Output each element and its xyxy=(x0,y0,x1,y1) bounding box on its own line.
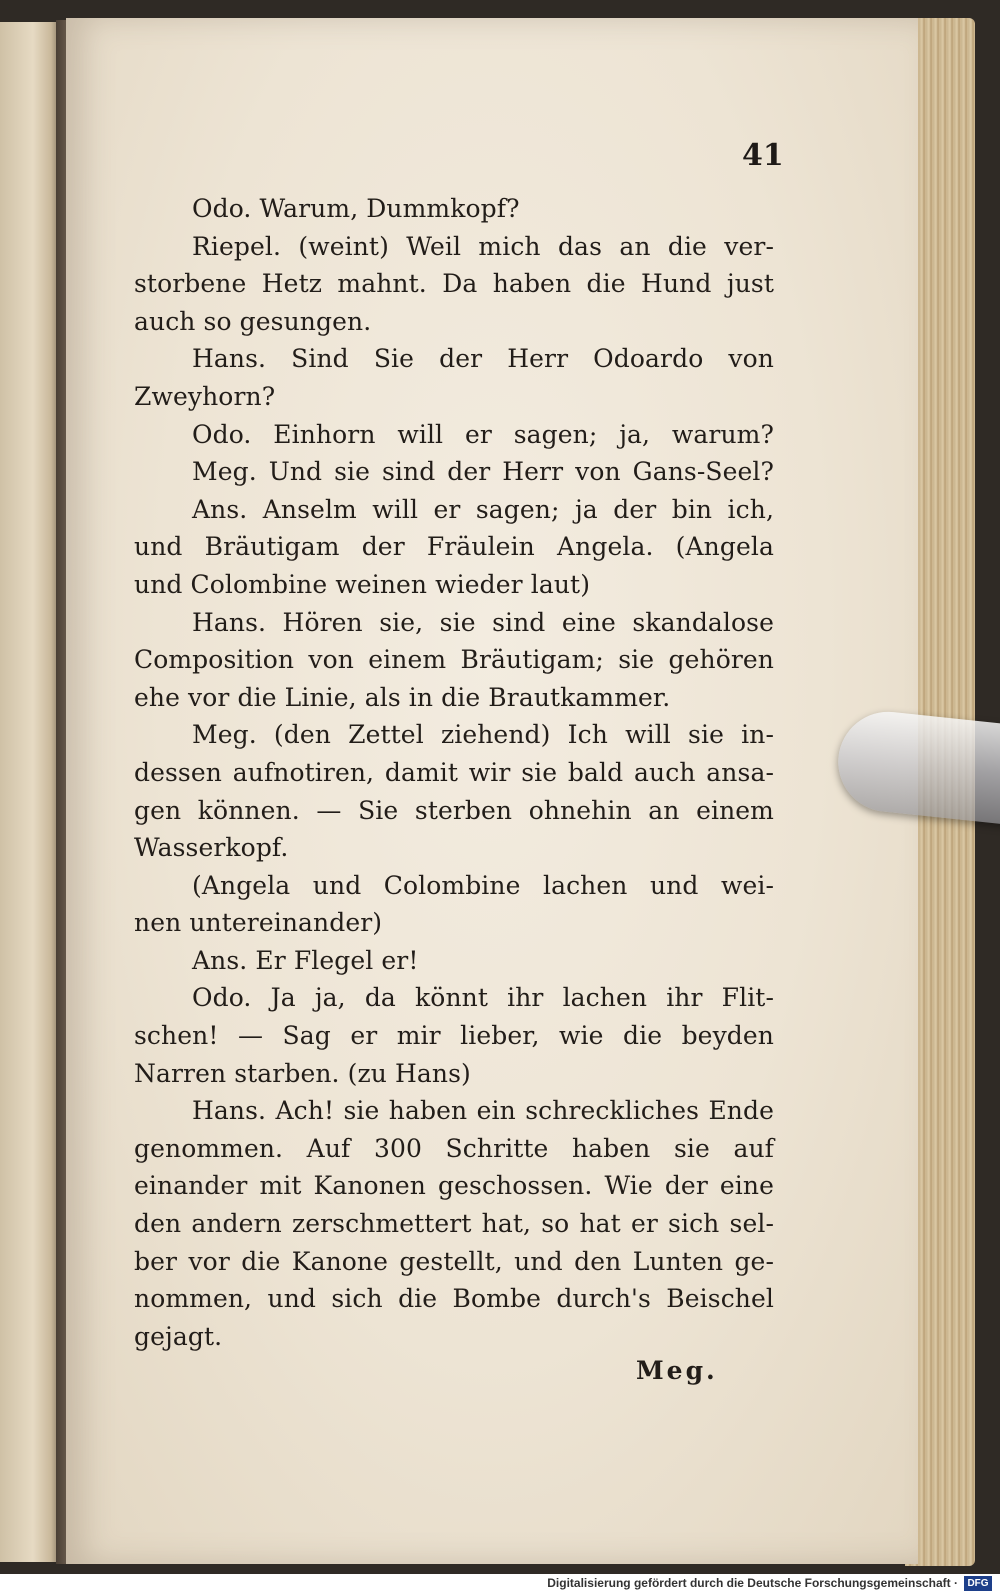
text-line: Composition von einem Bräutigam; sie gehören xyxy=(134,645,774,675)
left-page-edge xyxy=(0,22,60,1562)
text-line: storbene Hetz mahnt. Da haben die Hund just xyxy=(134,269,774,299)
text-line: Hans. Sind Sie der Herr Odoardo von xyxy=(192,344,774,374)
text-line: nen untereinander) xyxy=(134,908,383,938)
text-line: gejagt. xyxy=(134,1321,223,1351)
text-line: Zweyhorn? xyxy=(134,381,276,411)
text-line: Ans. Anselm will er sagen; ja der bin ich, xyxy=(192,494,774,524)
text-line: Narren starben. (zu Hans) xyxy=(134,1058,471,1088)
page-number: 41 xyxy=(742,138,784,173)
text-line: Odo. Ja ja, da könnt ihr lachen ihr Flit- xyxy=(192,983,774,1013)
text-line: ehe vor die Linie, als in die Brautkammer. xyxy=(134,682,671,712)
text-line: gen können. — Sie sterben ohnehin an einem xyxy=(134,795,774,825)
catchword: Meg. xyxy=(636,1356,718,1385)
text-line: Wasserkopf. xyxy=(134,833,289,863)
text-line: und Colombine weinen wieder laut) xyxy=(134,569,591,599)
text-line: Hans. Hören sie, sie sind eine skandalose xyxy=(192,607,774,637)
footer-credit: Digitalisierung gefördert durch die Deutsche Forschungsgemeinschaft · xyxy=(547,1576,958,1590)
text-line: den andern zerschmettert hat, so hat er sich sel- xyxy=(134,1209,774,1239)
text-line: Ans. Er Flegel er! xyxy=(192,945,419,975)
text-line: (Angela und Colombine lachen und wei- xyxy=(192,870,774,900)
text-line: genommen. Auf 300 Schritte haben sie auf xyxy=(134,1133,774,1163)
text-line: nommen, und sich die Bombe durch's Beischel xyxy=(134,1284,774,1314)
footer-bar xyxy=(0,1574,1000,1594)
text-line: Odo. Warum, Dummkopf? xyxy=(192,194,520,223)
text-line: Meg. Und sie sind der Herr von Gans-Seel? xyxy=(192,457,774,487)
text-line: dessen aufnotiren, damit wir sie bald auch ansa- xyxy=(134,757,774,787)
text-line: auch so gesungen. xyxy=(134,306,372,336)
text-line: und Bräutigam der Fräulein Angela. (Angela xyxy=(134,532,774,562)
text-line: Odo. Einhorn will er sagen; ja, warum? xyxy=(192,419,774,449)
dfg-logo-icon: DFG xyxy=(964,1576,992,1591)
text-line: Hans. Ach! sie haben ein schreckliches Ende xyxy=(192,1096,774,1126)
text-line: Riepel. (weint) Weil mich das an die ver- xyxy=(192,231,774,261)
text-line: einander mit Kanonen geschossen. Wie der eine xyxy=(134,1171,774,1201)
text-line: schen! — Sag er mir lieber, wie die beyden xyxy=(134,1021,774,1051)
body-text xyxy=(134,190,774,1355)
text-line: ber vor die Kanone gestellt, und den Lunten ge- xyxy=(134,1246,774,1276)
text-line: Meg. (den Zettel ziehend) Ich will sie in- xyxy=(192,720,774,750)
